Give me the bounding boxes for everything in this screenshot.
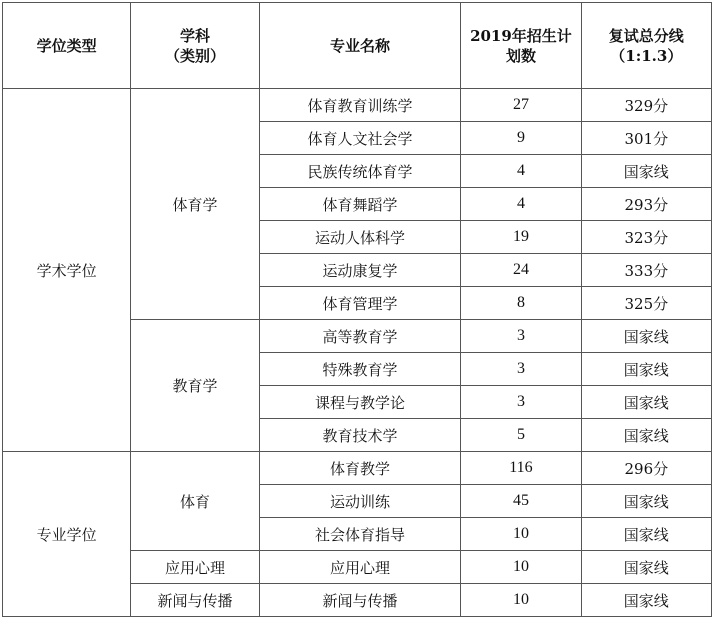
header-degree-type: 学位类型 [3,3,131,89]
major-cell: 课程与教学论 [259,386,461,419]
enrollment-table [2,2,712,617]
score-cell: 293分 [581,188,711,221]
major-cell: 特殊教育学 [259,353,461,386]
header-row [3,3,712,89]
plan-cell: 3 [461,386,581,419]
plan-cell: 19 [461,221,581,254]
plan-cell: 10 [461,551,581,584]
score-cell: 国家线 [581,386,711,419]
subject-cell: 体育 [131,452,259,551]
header-plan: 2019年招生计 划数 [461,3,581,89]
major-cell: 体育教学 [259,452,461,485]
score-cell: 国家线 [581,584,711,617]
score-cell: 国家线 [581,518,711,551]
subject-cell: 应用心理 [131,551,259,584]
major-cell: 运动人体科学 [259,221,461,254]
degree-type-cell: 学术学位 [3,89,131,452]
score-cell: 296分 [581,452,711,485]
score-cell: 333分 [581,254,711,287]
major-cell: 运动训练 [259,485,461,518]
score-cell: 国家线 [581,551,711,584]
major-cell: 运动康复学 [259,254,461,287]
score-cell: 国家线 [581,419,711,452]
major-cell: 体育舞蹈学 [259,188,461,221]
plan-cell: 10 [461,584,581,617]
score-cell: 国家线 [581,155,711,188]
plan-cell: 27 [461,89,581,122]
table-body [3,89,712,617]
score-cell: 329分 [581,89,711,122]
major-cell: 体育管理学 [259,287,461,320]
score-cell: 国家线 [581,485,711,518]
major-cell: 体育教育训练学 [259,89,461,122]
plan-cell: 4 [461,188,581,221]
score-cell: 323分 [581,221,711,254]
major-cell: 教育技术学 [259,419,461,452]
major-cell: 新闻与传播 [259,584,461,617]
plan-cell: 10 [461,518,581,551]
subject-cell: 新闻与传播 [131,584,259,617]
header-score-line: 复试总分线 （1:1.3） [581,3,711,89]
plan-cell: 8 [461,287,581,320]
major-cell: 体育人文社会学 [259,122,461,155]
table-row [3,89,712,122]
plan-cell: 3 [461,353,581,386]
plan-cell: 4 [461,155,581,188]
subject-cell: 体育学 [131,89,259,320]
score-cell: 国家线 [581,320,711,353]
header-subject: 学科 （类别） [131,3,259,89]
score-cell: 国家线 [581,353,711,386]
table-row [3,452,712,485]
major-cell: 高等教育学 [259,320,461,353]
plan-cell: 5 [461,419,581,452]
major-cell: 应用心理 [259,551,461,584]
subject-cell: 教育学 [131,320,259,452]
degree-type-cell: 专业学位 [3,452,131,617]
score-cell: 325分 [581,287,711,320]
plan-cell: 24 [461,254,581,287]
header-major: 专业名称 [259,3,461,89]
major-cell: 社会体育指导 [259,518,461,551]
score-cell: 301分 [581,122,711,155]
plan-cell: 116 [461,452,581,485]
plan-cell: 45 [461,485,581,518]
major-cell: 民族传统体育学 [259,155,461,188]
plan-cell: 3 [461,320,581,353]
plan-cell: 9 [461,122,581,155]
